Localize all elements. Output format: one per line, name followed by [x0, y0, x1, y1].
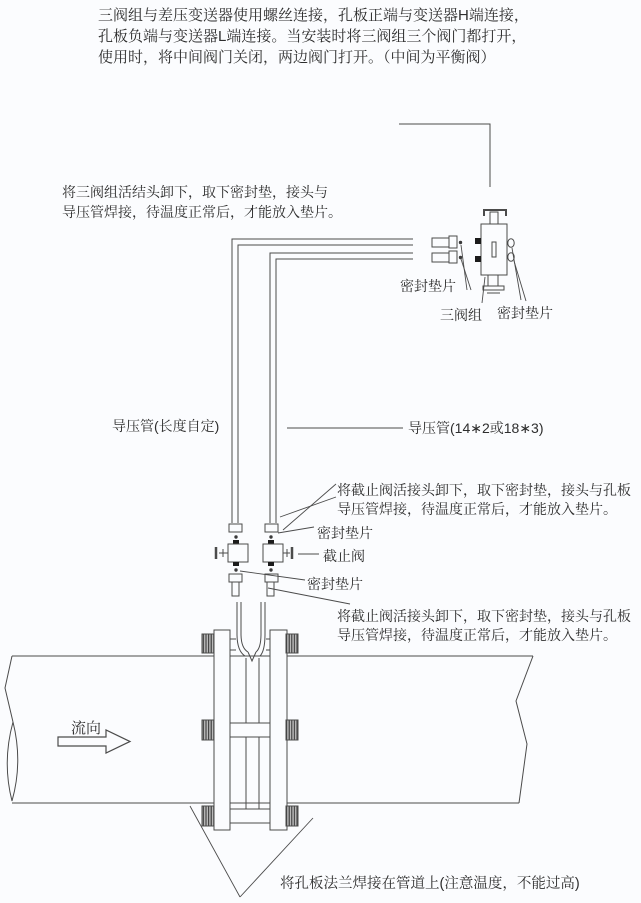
impulse-pipe-left-label: 导压管(长度自定) [112, 418, 220, 434]
pipe-right-break [516, 656, 533, 803]
valve-port [268, 562, 274, 566]
bolt-body [432, 253, 449, 262]
valve-note-lower-line-1: 将截止阀活接头卸下，取下密封垫，接头与孔板 [337, 608, 631, 624]
leader-valve-note-upper [280, 497, 336, 517]
tube-stub [232, 582, 239, 596]
impulse-tubes-lower [237, 602, 265, 634]
diagram-text [62, 6, 631, 892]
three-valve-manifold [399, 124, 514, 293]
gasket-dot [459, 256, 462, 259]
impulse-pipe-right-label: 导压管(14∗2或18∗3) [408, 420, 544, 436]
bolt-shaft [230, 723, 270, 737]
leader-lines [190, 245, 526, 897]
bolt-nut-hatched [286, 634, 298, 653]
gasket-dot [234, 568, 237, 571]
valve-port [233, 562, 239, 566]
valve-note-lower-line-2: 导压管焊接，待温度正常后，才能放入垫片。 [337, 627, 617, 643]
manifold-label: 三阀组 [440, 307, 482, 323]
gasket-dot [459, 241, 462, 244]
orifice-tap-funnel [237, 634, 265, 661]
valve-top-handle [484, 210, 506, 216]
bolt-nut-hatched [286, 806, 298, 826]
flow-direction-label: 流向 [71, 720, 102, 737]
impulse-tubes-upper [232, 239, 413, 523]
manifold-bottom-flange [483, 286, 504, 290]
union-bolt-lower [432, 251, 462, 263]
right-flange-plate [270, 630, 287, 830]
union-nut [265, 524, 278, 532]
gasket-mid-lower-label: 密封垫片 [307, 576, 363, 592]
gasket-dot [269, 568, 272, 571]
stop-valve-assembly [216, 524, 292, 596]
bolt-head-hatched [202, 806, 214, 826]
left-flange-plate [214, 630, 230, 830]
manifold-slot [492, 242, 496, 257]
gasket-mid-upper-label: 密封垫片 [317, 525, 373, 541]
stop-valve-left [216, 524, 248, 596]
gasket-dot [234, 535, 237, 538]
bolt-shaft [230, 809, 270, 823]
bolt-head-hatched [202, 634, 214, 653]
gasket-ring [508, 239, 514, 248]
union-nut [229, 524, 242, 532]
union-nut [229, 574, 242, 582]
valve-top-stem [490, 212, 498, 224]
manifold-bottom-stem [488, 275, 498, 286]
gasket-right-label: 密封垫片 [497, 305, 553, 321]
manifold-note-line-1: 将三阀组活结头卸下，取下密封垫，接头与 [62, 184, 328, 200]
flange-note: 将孔板法兰焊接在管道上(注意温度，不能过高) [280, 876, 580, 892]
header-line-3: 使用时，将中间阀门关闭，两边阀门打开。（中间为平衡阀） [98, 49, 496, 66]
manifold-body [481, 224, 507, 275]
leader-gasket-mid-lower [240, 571, 305, 580]
manifold-note-line-2: 导压管焊接，待温度正常后，才能放入垫片。 [62, 204, 342, 220]
header-line-1: 三阀组与差压变送器使用螺丝连接，孔板正端与变送器H端连接， [98, 7, 529, 24]
valve-port [268, 540, 274, 544]
stop-valve-label: 截止阀 [323, 548, 365, 564]
bolt-head-hatched [202, 720, 214, 740]
manifold-port [475, 256, 481, 262]
header-line-2: 孔板负端与变送器L端连接。当安装时将三阀组三个阀门都打开， [98, 28, 527, 45]
orifice-flange-assembly [202, 630, 298, 830]
valve-note-upper-line-2: 导压管焊接，待温度正常后，才能放入垫片。 [337, 501, 617, 517]
union-bolt-upper [432, 236, 462, 248]
valve-note-upper-line-1: 将截止阀活接头卸下，取下密封垫，接头与孔板 [337, 482, 631, 498]
bolt-body [432, 238, 449, 247]
transmitter-connector-line [399, 124, 490, 187]
bolt-nut-hatched [286, 720, 298, 740]
gasket-left-label: 密封垫片 [400, 278, 456, 294]
leader-valve-note-upper [283, 484, 336, 530]
outer-tube-line [232, 239, 413, 523]
leader-gasket-right [512, 248, 521, 300]
bolt-head [449, 251, 457, 263]
manifold-port [475, 238, 481, 244]
stop-valve-right [263, 524, 292, 596]
valve-port [233, 540, 239, 544]
valve-body [263, 544, 283, 562]
bolt-head [449, 236, 457, 248]
valve-body [228, 544, 248, 562]
pipe-left-break [5, 656, 18, 801]
gasket-dot [269, 535, 272, 538]
